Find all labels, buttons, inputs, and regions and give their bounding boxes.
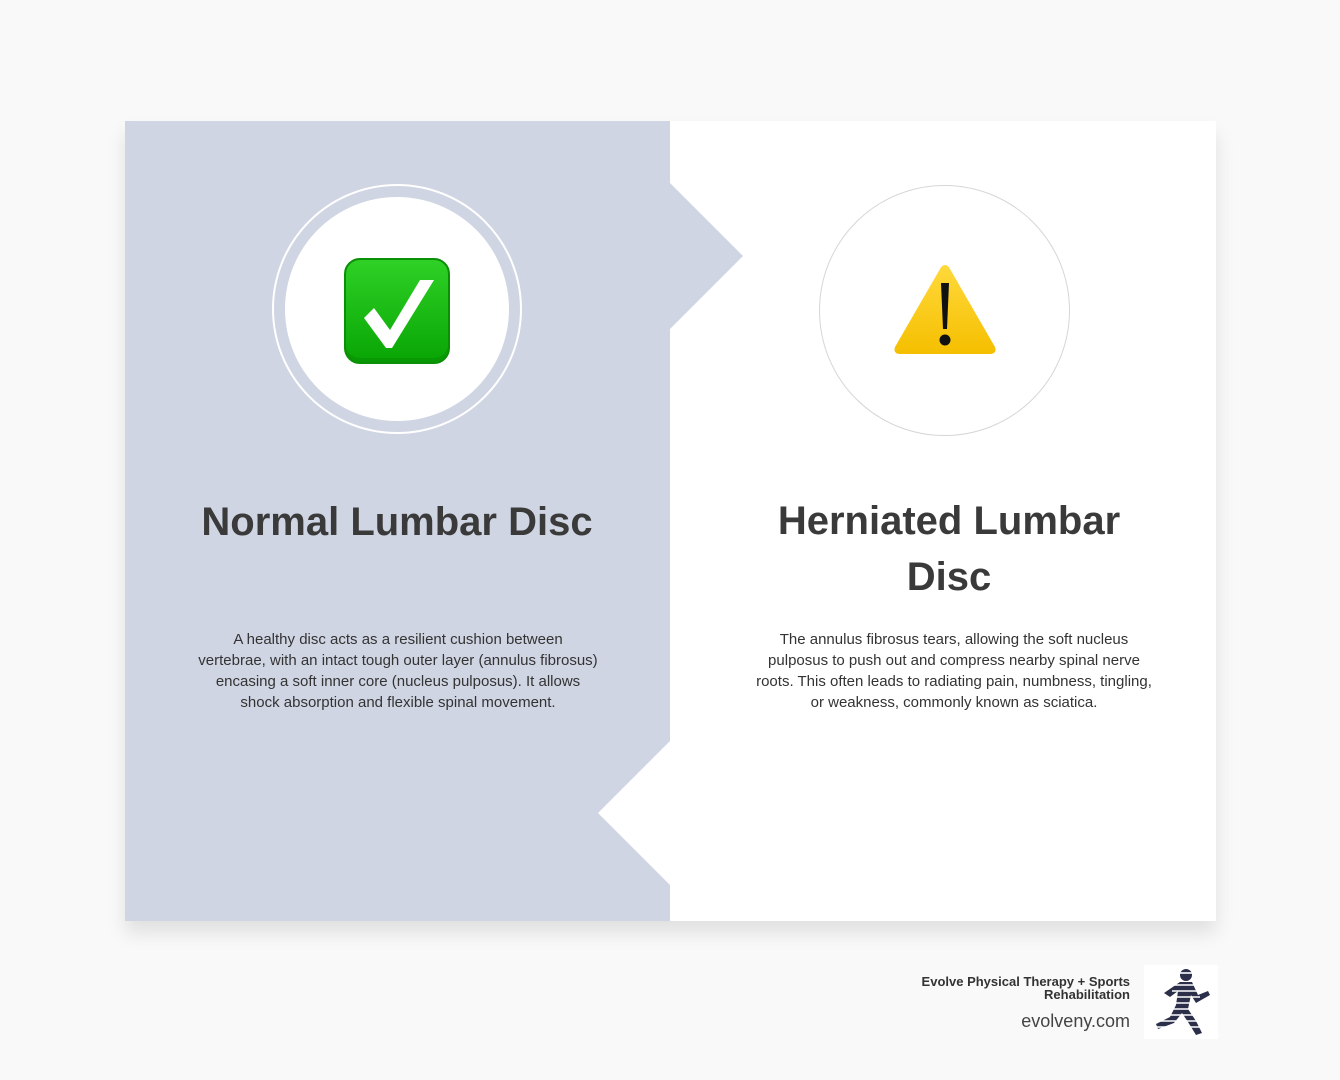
normal-disc-title: Normal Lumbar Disc	[201, 500, 593, 544]
comparison-card	[125, 121, 1216, 921]
normal-disc-description: A healthy disc acts as a resilient cushion between vertebrae, with an intact tough outer layer (annulus fibrosus) encasing a soft inner core (nucleus pulposus). It allows shock absorption and flexible spinal movement.	[198, 631, 598, 711]
footer-branding	[890, 975, 1130, 1032]
herniated-disc-description: The annulus fibrosus tears, allowing the soft nucleus pulposus to push out and compress nearby spinal nerve roots. This often leads to radiating pain, numbness, tingling, or weakness, commonly known as sciatica.	[756, 631, 1152, 711]
company-name: Evolve Physical Therapy + Sports Rehabilitation	[921, 974, 1130, 1002]
herniated-disc-title: Herniated Lumbar Disc	[777, 499, 1121, 599]
website-link[interactable]: evolveny.com	[1021, 1011, 1130, 1031]
check-mark-icon	[344, 258, 450, 364]
runner-logo-icon	[1144, 965, 1218, 1039]
warning-icon	[891, 261, 999, 361]
